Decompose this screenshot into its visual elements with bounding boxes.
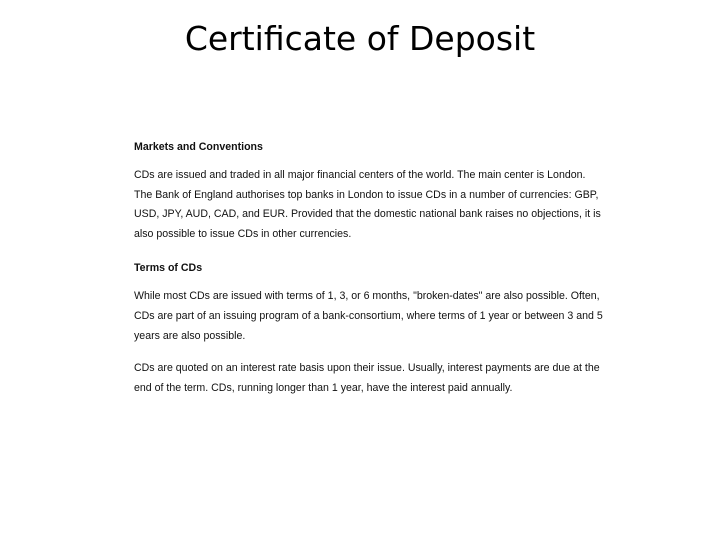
paragraph-quotation: CDs are quoted on an interest rate basis upon their issue. Usually, interest payments are due at the end of the term. CDs, running longer than 1 year, have the interest paid annually. bbox=[134, 362, 600, 394]
section-heading-markets: Markets and Conventions bbox=[134, 141, 263, 153]
slide-title: Certificate of Deposit bbox=[184, 19, 536, 58]
paragraph-markets: CDs are issued and traded in all major financial centers of the world. The main center is London. The Bank of England authorises top banks in London to issue CDs in a number of currencies: GBP, USD, JPY, AUD, CAD, and EUR. Provided that the domestic national bank raises no objections, it is also possible to issue CDs in other currencies. bbox=[134, 169, 601, 240]
paragraph-terms: While most CDs are issued with terms of 1, 3, or 6 months, "broken-dates" are also possible. Often, CDs are part of an issuing program of a bank-consortium, where terms of 1 year or between 3 and 5 years are also possible. bbox=[134, 290, 603, 342]
document-body bbox=[134, 138, 604, 413]
section-heading-terms: Terms of CDs bbox=[134, 262, 203, 275]
